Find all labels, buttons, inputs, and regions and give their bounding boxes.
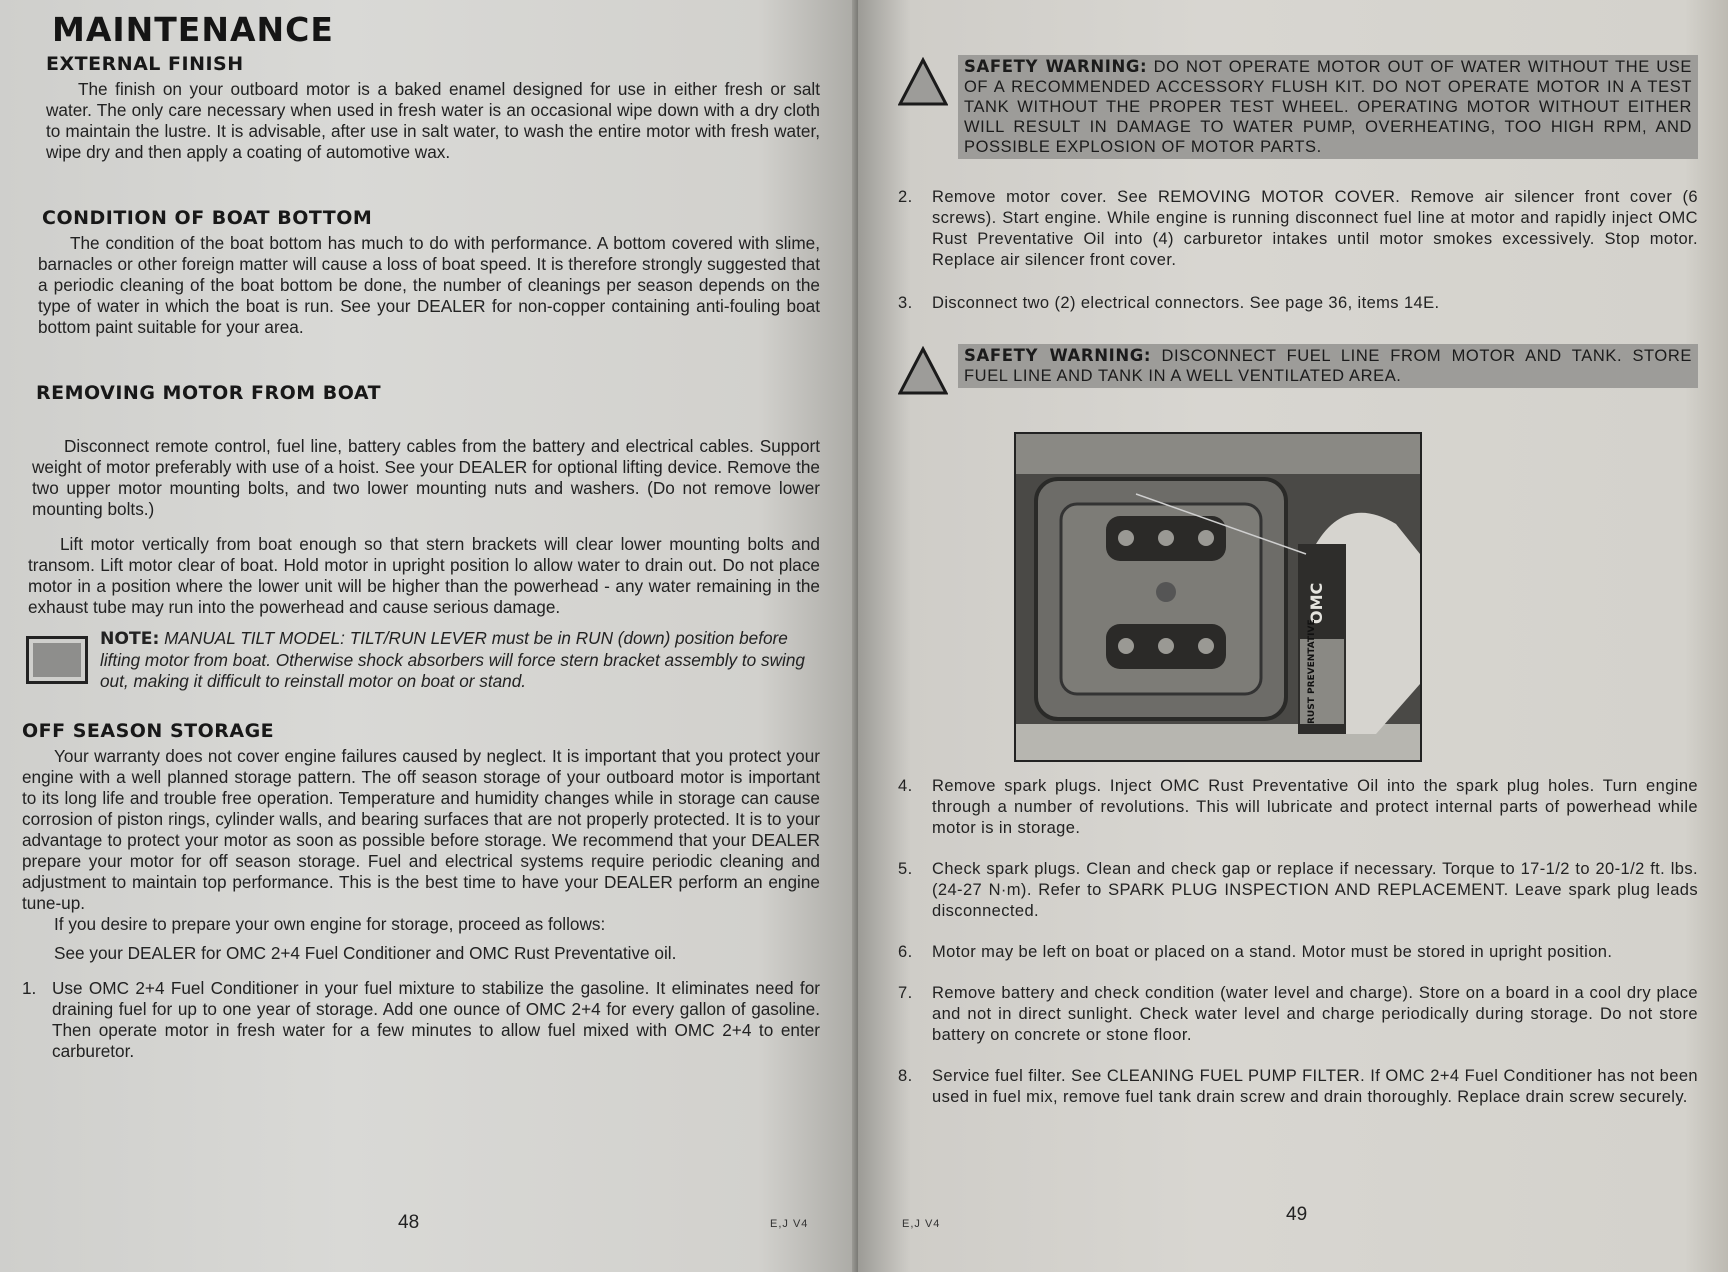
page-number-49: 49 — [1286, 1204, 1308, 1225]
right-page — [858, 0, 1728, 1272]
item-8-text: Service fuel filter. See CLEANING FUEL PUMP FILTER. If OMC 2+4 Fuel Conditioner has not been used in fuel mix, remove fuel tank drain screw and drain thoroughly. Replace drain screw securely. — [932, 1067, 1698, 1106]
warning-triangle-icon — [898, 57, 948, 107]
can-label: RUST PREVENTATIVE — [1307, 619, 1317, 724]
warning-2-text: DISCONNECT FUEL LINE FROM MOTOR AND TANK. STORE FUEL LINE AND TANK IN A WELL VENTILATED AREA. — [964, 347, 1692, 385]
item-5-number: 5. — [898, 860, 913, 878]
item-5-text: Check spark plugs. Clean and check gap or replace if necessary. Torque to 17-1/2 to 20-1/2 ft. lbs. (24-27 N·m). Refer to SPARK PLUG INSPECTION AND REPLACEMENT. Leave spark plug leads disconnected. — [932, 860, 1698, 920]
item-1-text: Use OMC 2+4 Fuel Conditioner in your fuel mixture to stabilize the gasoline. It eliminates need for draining fuel for up to one year of storage. Add one ounce of OMC 2+4 for every gallon of gasoline. Then operate motor in fresh water for a few minutes to allow fuel mixed with OMC 2+4 to enter carburetor. — [52, 978, 820, 1061]
item-8-number: 8. — [898, 1067, 913, 1085]
external-finish-text: The finish on your outboard motor is a baked enamel designed for use in either fresh or salt water. The only care necessary when used in fresh water is an occasional wipe down with a dry cloth to maintain the lustre. It is advisable, after use in salt water, to wash the entire motor with fresh water, wipe dry and then apply a coating of automotive wax. — [46, 79, 820, 162]
safety-warning-2 — [898, 344, 1698, 396]
note-text: MANUAL TILT MODEL: TILT/RUN LEVER must be in RUN (down) position before lifting motor from boat. Otherwise shock absorbers will force stern bracket assembly to swing out, making it difficult to reinstall motor on boat or stand. — [100, 628, 805, 691]
item-1-number: 1. — [22, 978, 37, 998]
note-icon — [26, 636, 88, 684]
page-title: MAINTENANCE — [52, 10, 334, 49]
safety-warning-1 — [898, 55, 1698, 159]
list-item — [898, 983, 1698, 1046]
list-item — [898, 942, 1698, 963]
warning-triangle-icon — [898, 346, 948, 396]
external-finish-heading: EXTERNAL FINISH — [46, 53, 244, 75]
removing-motor-p2: Lift motor vertically from boat enough so that stern brackets will clear lower mounting bolts and transom. Lift motor clear of boat. Hold motor in upright position lo allow water to drain out. Do not place motor in a position where the lower unit will be higher than the powerhead - any water remaining in the exhaust tube may run into the powerhead and cause serious damage. — [28, 534, 820, 617]
list-item — [898, 859, 1698, 922]
right-page-code: E,J V4 — [902, 1218, 941, 1230]
can-brand: OMC — [1307, 582, 1326, 624]
item-2-number: 2. — [898, 188, 913, 206]
item-6-text: Motor may be left on boat or placed on a stand. Motor must be stored in upright position. — [932, 943, 1613, 961]
engine-photo — [1014, 432, 1422, 762]
left-page-code: E,J V4 — [770, 1218, 809, 1230]
removing-motor-p1: Disconnect remote control, fuel line, battery cables from the battery and electrical cables. Support weight of motor preferably with use of a hoist. See your DEALER for optional lifting device. Remove the two upper motor mounting bolts, and two lower mounting nuts and washers. (Do not remove lower mounting bolts.) — [32, 436, 820, 519]
item-7-number: 7. — [898, 984, 913, 1002]
storage-p1: Your warranty does not cover engine failures caused by neglect. It is important that you protect your engine with a well planned storage pattern. The off season storage of your outboard motor is important to its long life and trouble free operation. Temperature and humidity changes while in storage can cause corrosion of piston rings, cylinder walls, and bearing surfaces that are not properly protected. It is to your advantage to protect your motor as soon as possible before storage. We recommend that your DEALER prepare your motor for off season storage. Fuel and electrical systems require periodic cleaning and adjustment to maintain top performance. This is the best time to have your DEALER perform an engine tune-up. — [22, 746, 820, 913]
list-item — [898, 293, 1698, 314]
item-6-number: 6. — [898, 943, 913, 961]
warning-2-label: SAFETY WARNING: — [964, 346, 1152, 365]
item-4-text: Remove spark plugs. Inject OMC Rust Preventative Oil into the spark plug holes. Turn engine through a number of revolutions. This will lubricate and protect internal parts of powerhead while motor is in storage. — [932, 777, 1698, 837]
left-page — [0, 0, 862, 1272]
storage-heading: OFF SEASON STORAGE — [22, 720, 275, 742]
item-4-number: 4. — [898, 777, 913, 795]
list-item — [898, 1066, 1698, 1108]
page-number-48: 48 — [398, 1212, 420, 1233]
warning-1-text: DO NOT OPERATE MOTOR OUT OF WATER WITHOUT THE USE OF A RECOMMENDED ACCESSORY FLUSH KIT. DO NOT OPERATE MOTOR IN A TEST TANK WITHOUT THE PROPER TEST WHEEL. OPERATING MOTOR WITHOUT EITHER WILL RESULT IN DAMAGE TO WATER PUMP, OVERHEATING, TOO HIGH RPM, AND POSSIBLE EXPLOSION OF MOTOR PARTS. — [964, 58, 1693, 156]
storage-p2: If you desire to prepare your own engine for storage, proceed as follows: — [54, 914, 606, 934]
list-item — [22, 978, 820, 1062]
item-3-text: Disconnect two (2) electrical connectors. See page 36, items 14E. — [932, 294, 1440, 312]
engine-photo-illustration — [1016, 434, 1420, 760]
storage-p3: See your DEALER for OMC 2+4 Fuel Conditioner and OMC Rust Preventative oil. — [54, 943, 677, 963]
item-7-text: Remove battery and check condition (water level and charge). Store on a board in a cool dry place and not in direct sunlight. Check water level and charge periodically during storage. Do not store battery on concrete or stone floor. — [932, 984, 1698, 1044]
item-3-number: 3. — [898, 294, 913, 312]
boat-bottom-text: The condition of the boat bottom has much to do with performance. A bottom covered with slime, barnacles or other foreign matter will cause a loss of boat speed. It is therefore strongly suggested that a periodic cleaning of the boat bottom be done, the number of cleanings per season depends on the type of water in which the boat is run. See your DEALER for non-copper containing anti-fouling boat bottom paint suitable for your area. — [38, 233, 820, 337]
note-block — [22, 628, 820, 692]
warning-1-label: SAFETY WARNING: — [964, 57, 1148, 76]
list-item — [898, 776, 1698, 839]
removing-motor-heading: REMOVING MOTOR FROM BOAT — [36, 382, 382, 404]
item-2-text: Remove motor cover. See REMOVING MOTOR COVER. Remove air silencer front cover (6 screws). Start engine. While engine is running disconnect fuel line at motor and rapidly inject OMC Rust Preventative Oil into (4) carburetor intakes until motor smokes excessively. Stop motor. Replace air silencer front cover. — [932, 188, 1698, 269]
boat-bottom-heading: CONDITION OF BOAT BOTTOM — [42, 207, 373, 229]
list-item — [898, 187, 1698, 271]
note-label: NOTE: — [100, 629, 160, 649]
